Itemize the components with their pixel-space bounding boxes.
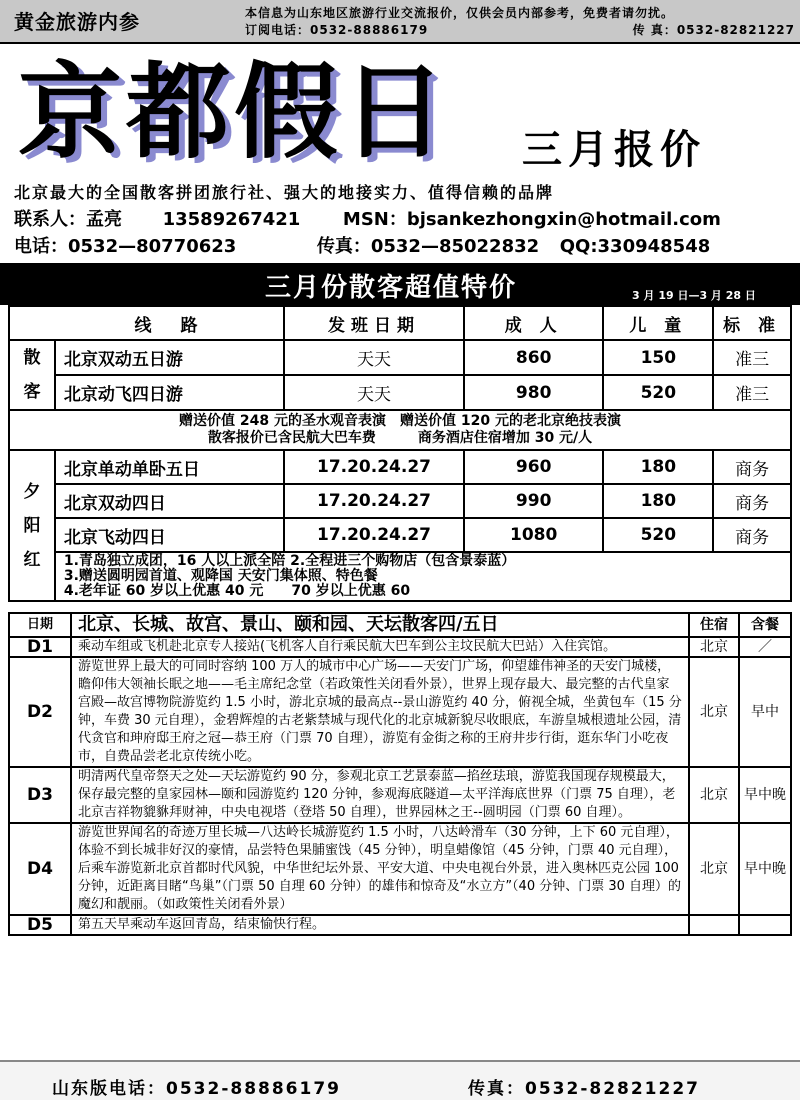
slogan: 北京最大的全国散客拼团旅行社、强大的地接实力、值得信赖的品牌 — [14, 183, 555, 202]
qq-number: QQ:330948548 — [559, 236, 711, 257]
header-date: 发班日期 — [284, 306, 464, 340]
header-stay: 住宿 — [689, 613, 739, 637]
contact-line-2 — [14, 232, 710, 258]
table-row: 散 客 北京双动五日游 天天 860 150 准三 — [9, 340, 791, 375]
sanke-note-row — [9, 410, 791, 450]
table-row: 夕 阳 红 北京单动单卧五日 17.20.24.27 960 180 商务 — [9, 450, 791, 484]
contact-person: 联系人：孟亮 — [14, 209, 122, 230]
header-meal: 含餐 — [739, 613, 791, 637]
main-title: 京都假日 — [18, 51, 451, 173]
table-row: D4 游览世界闻名的奇迹万里长城—八达岭长城游览约 1.5 小时，八达岭滑车（30 分钟，上下 60 元自理），体验不到长城非好汉的豪情，品尝特色果脯蜜饯（45 分钟），明皇蜡像馆（45 分钟，门票 40 元自理），后乘车游览新北京首都时代风貌，中华世纪坛外景、平安大道、中央电视台外景，进入奥林匹克公园 100 分钟，近距离目睹“鸟巢”（门票 50 自理 60 分钟）的雄伟和惊奇及“水立方”（40 分钟、门票 30 自理）的魔幻和靓丽。（如政策性关闭看外景） 北京 早中晚 — [9, 823, 791, 915]
header-adult: 成 人 — [464, 306, 604, 340]
mobile-number: 13589267421 — [162, 209, 301, 230]
banner-title: 三月份散客超值特价 — [265, 273, 518, 303]
group-label-xiyanghong: 夕 阳 红 — [9, 450, 55, 601]
table-row: D1 乘动车组或飞机赴北京专人接站(飞机客人自行乘民航大巴车到公主坟民航大巴站）入住宾馆。 北京 ／ — [9, 637, 791, 657]
top-info — [245, 5, 795, 39]
phone-number: 电话：0532—80770623 — [14, 236, 237, 257]
price-table — [8, 305, 792, 602]
contact-line-1 — [14, 205, 721, 231]
top-bar — [0, 0, 800, 44]
table-row: D5 第五天早乘动车返回青岛，结束愉快行程。 — [9, 915, 791, 935]
header-standard: 标 准 — [713, 306, 791, 340]
table-row: 北京飞动四日 17.20.24.27 1080 520 商务 — [9, 518, 791, 552]
subscribe-phone: 订阅电话：0532-88886179 — [245, 23, 429, 37]
itinerary-table — [8, 612, 792, 936]
disclaimer: 本信息为山东地区旅游行业交流报价，仅供会员内部参考，免费者请勿扰。 — [245, 6, 675, 20]
msn-contact: MSN：bjsankezhongxin@hotmail.com — [342, 209, 721, 230]
table-row: 北京双动四日 17.20.24.27 990 180 商务 — [9, 484, 791, 518]
sanke-note-2: 散客报价已含民航大巴车费 商务酒店住宿增加 30 元/人 — [207, 430, 593, 446]
xiyanghong-note-2: 3.赠送圆明园首道、观降国 天安门集体照、特色餐 — [63, 568, 378, 584]
xiyanghong-note-1: 1.青岛独立成团，16 人以上派全陪 2.全程进三个购物店（包含景泰蓝） — [63, 553, 516, 569]
sanke-note-1: 赠送价值 248 元的圣水观音表演 赠送价值 120 元的老北京绝技表演 — [179, 413, 621, 429]
subtitle: 三月报价 — [522, 127, 706, 173]
table-row: D2 游览世界上最大的可同时容纳 100 万人的城市中心广场——天安门广场，仰望雄伟神圣的天安门城楼，瞻仰伟大领袖长眠之地——毛主席纪念堂（若政策性关闭看外景），世界上现存最大、最完整的古代皇家宫殿—故宫博物院游览约 1.5 小时，游北京城的最高点--景山游览约 40 分，俯视全城，坐黄包车（15 分钟，车费 30 元自理），金碧辉煌的古老紫禁城与现代化的北京城新貌尽收眼底，车游皇城根遗址公园，清代贪官和珅府邸王府之冠—恭王府（门票 70 自理），游览有金街之称的王府井步行街，逛东华门小吃夜市，自费品尝老北京传统小吃。 北京 早中 — [9, 657, 791, 767]
table-row: 北京动飞四日游 天天 980 520 准三 — [9, 375, 791, 410]
group-label-sanke: 散 客 — [9, 340, 55, 410]
banner-dates: 3 月 19 日—3 月 28 日 — [632, 289, 756, 302]
itinerary-title: 北京、长城、故宫、景山、颐和园、天坛散客四/五日 — [71, 613, 689, 637]
footer-fax: 传真：0532-82821227 — [468, 1079, 700, 1099]
top-fax: 传 真：0532-82821227 — [632, 23, 795, 37]
header-child: 儿 童 — [603, 306, 713, 340]
xiyanghong-note-row — [9, 552, 791, 601]
header-day: 日期 — [9, 613, 71, 637]
xiyanghong-note-3: 4.老年证 60 岁以上优惠 40 元 70 岁以上优惠 60 — [63, 583, 411, 599]
fax-number: 传真：0532—85022832 — [316, 236, 540, 257]
brand-name: 黄金旅游内参 — [14, 10, 140, 34]
price-header-row — [9, 306, 791, 340]
footer-phone: 山东版电话：0532-88886179 — [52, 1079, 341, 1099]
itinerary-header-row — [9, 613, 791, 637]
header-route: 线 路 — [55, 306, 284, 340]
footer — [0, 1060, 800, 1100]
price-banner — [0, 263, 800, 305]
table-row: D3 明清两代皇帝祭天之处—天坛游览约 90 分，参观北京工艺景泰蓝—掐丝珐琅，游览我国现存规模最大，保存最完整的皇家园林—颐和园游览约 120 分钟，参观海底隧道—太平洋海底世界（门票 75 自理），老北京吉祥物貔貅拜财神，中央电视塔（登塔 50 自理），世界园林之王--圆明园（门票 60 自理）。 北京 早中晚 — [9, 767, 791, 823]
